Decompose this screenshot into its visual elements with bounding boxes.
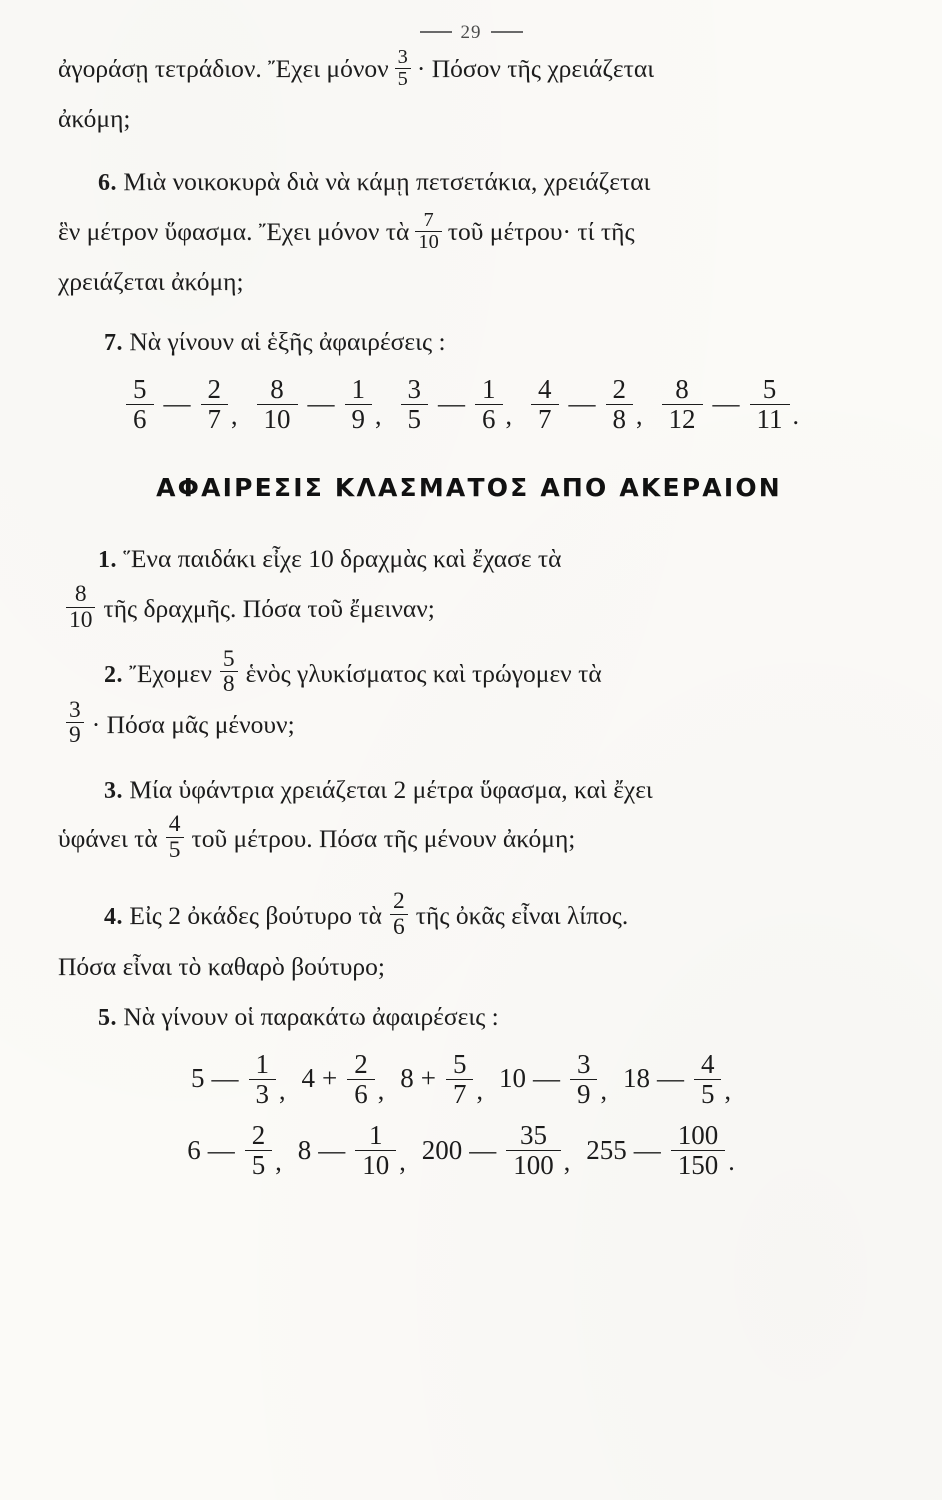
separator-1: , [275,1147,282,1177]
operator: — [469,1134,497,1165]
folio-rule-right [491,31,523,33]
fraction-35-100 [506,1121,561,1180]
fraction-4-5 [694,1050,722,1109]
section-exercise1-number: 1. [98,547,117,574]
separator-4: , [600,1075,607,1105]
fraction-4-5 [166,812,184,862]
exercise6-line2-a: ἓν μέτρον ὕφασμα. Ἔχει μόνον τὰ [58,217,410,247]
section-exercise5-number: 5. [98,1004,117,1031]
operator: — [656,1063,684,1094]
section-exercise4-number: 4. [104,904,123,931]
expression-1 [123,375,231,434]
expression-2 [302,1050,378,1109]
paragraph-exercise7 [58,321,880,363]
fraction-numerator: 5 [762,373,777,404]
separator-3: , [476,1075,483,1105]
whole-number: 5 [191,1063,205,1094]
fraction-1-10 [355,1121,396,1180]
separator-3: , [505,400,512,430]
fraction-100-150 [671,1121,726,1180]
paragraph-section-exercise2 [58,645,880,751]
fraction-numerator: 4 [168,811,181,838]
fraction-1-6 [475,375,503,434]
fraction-3-5 [395,47,411,91]
fraction-5-11 [750,375,790,434]
expression-4 [586,1121,728,1180]
operator-minus: — [438,388,465,419]
section-exercise5-row2 [58,1121,880,1180]
section-exercise2-line1-a: Ἔχομεν [129,658,212,688]
expression-4 [499,1050,601,1109]
whole-number: 6 [187,1134,201,1165]
expression-1 [191,1050,279,1109]
fraction-denominator: 9 [66,722,84,748]
exercise5-text-a: ἀγοράσῃ τετράδιον. Ἔχει μόνον [58,54,389,83]
expression-2 [254,375,376,434]
separator-2: , [377,1075,385,1105]
fraction-numerator: 2 [393,887,405,914]
fraction-8-12 [662,375,703,434]
section-exercise3-number: 3. [104,777,123,804]
document-body [0,44,942,1180]
fraction-denominator: 8 [606,404,634,434]
whole-number: 8 [400,1063,414,1094]
fraction-1-3 [249,1050,277,1109]
fraction-denominator: 6 [126,404,154,434]
whole-number: 8 [297,1134,312,1165]
folio-number: 29 [460,22,482,43]
fraction-numerator: 8 [675,373,689,404]
separator-4: . [728,1147,735,1177]
exercise7-expressions [58,375,880,434]
operator: + [322,1063,338,1094]
exercise6-line1: Μιὰ νοικοκυρὰ διὰ νὰ κάμῃ πετσετάκια, χρειάζεται [123,167,651,197]
fraction-denominator: 7 [446,1079,474,1109]
separator-1: , [279,1075,286,1105]
fraction-2-6 [390,889,408,939]
section-heading: ΑΦΑΙΡΕΣΙΣ ΚΛΑΣΜΑΤΟΣ ΑΠΟ ΑΚΕΡΑΙΟΝ [156,472,782,502]
fraction-denominator: 10 [66,607,95,633]
operator: — [318,1134,346,1165]
separator-1: , [231,400,238,430]
fraction-denominator: 5 [245,1150,273,1180]
fraction-3-9 [66,698,84,748]
section-exercise4-line1-b: τῆς ὀκᾶς εἶναι λίπος. [415,901,629,931]
fraction-numerator: 1 [482,373,496,404]
fraction-denominator: 3 [249,1079,277,1109]
fraction-numerator: 3 [576,1048,591,1079]
separator-2: , [399,1147,406,1177]
fraction-numerator: 2 [612,373,626,404]
fraction-numerator: 7 [423,208,434,231]
separator-4: , [636,400,643,430]
fraction-numerator: 1 [351,373,365,404]
fraction-numerator: 1 [255,1048,270,1079]
fraction-1-9 [345,375,373,434]
operator-minus: — [307,388,335,419]
fraction-denominator: 100 [506,1150,561,1180]
fraction-4-7 [531,375,559,434]
whole-number: 255 [586,1134,627,1165]
fraction-numerator: 4 [700,1048,715,1079]
fraction-denominator: 5 [401,404,429,434]
fraction-7-10 [415,210,441,254]
folio-rule-left [420,31,452,33]
whole-number: 18 [622,1063,650,1094]
fraction-denominator: 10 [257,404,298,434]
fraction-numerator: 2 [354,1048,368,1079]
fraction-5-6 [126,375,154,434]
fraction-numerator: 3 [407,373,421,404]
fraction-2-7 [201,375,229,434]
paragraph-section-exercise4 [58,887,880,992]
fraction-denominator: 7 [531,404,559,434]
fraction-denominator: 7 [201,404,229,434]
section-exercise4-line2: Πόσα εἶναι τὸ καθαρὸ βούτυρο; [58,952,385,982]
expression-5 [659,375,793,434]
operator: — [532,1063,560,1094]
exercise5-text-c: ἀκόμη; [58,103,131,133]
fraction-numerator: 3 [69,696,81,723]
section-exercise2-line2: · Πόσα μᾶς μένουν; [91,709,295,739]
fraction-8-10 [257,375,298,434]
fraction-numerator: 8 [270,373,284,404]
exercise6-line3: χρειάζεται ἀκόμη; [58,266,244,296]
section-exercise5-row1 [58,1050,880,1109]
fraction-numerator: 3 [397,45,408,68]
separator-2: , [375,400,382,430]
fraction-denominator: 11 [750,404,790,434]
fraction-denominator: 10 [355,1150,396,1180]
paragraph-section-exercise3 [58,765,880,866]
page-folio [0,0,942,44]
fraction-numerator: 1 [369,1119,383,1150]
separator-3: , [563,1147,571,1177]
paragraph-exercise5-continued [58,44,880,143]
operator: — [633,1134,661,1165]
fraction-denominator: 6 [475,404,503,434]
section-exercise3-line1: Μία ὑφάντρια χρειάζεται 2 μέτρα ὕφασμα, καὶ ἔχει [129,774,653,804]
fraction-2-8 [606,375,634,434]
expression-2 [298,1121,400,1180]
fraction-denominator: 150 [671,1150,726,1180]
section-exercise3-line2-b: τοῦ μέτρου. Πόσα τῆς μένουν ἀκόμη; [191,824,576,854]
operator: — [207,1134,235,1165]
fraction-numerator: 35 [520,1119,547,1150]
whole-number: 10 [498,1063,526,1094]
fraction-numerator: 5 [222,645,235,672]
operator-minus: — [568,388,596,419]
separator-5: . [792,400,799,430]
section-exercise4-line1-a: Εἰς 2 ὀκάδες βούτυρο τὰ [129,901,383,931]
fraction-denominator: 6 [347,1079,375,1109]
fraction-numerator: 5 [452,1048,467,1079]
fraction-denominator: 9 [570,1079,598,1109]
fraction-numerator: 8 [74,580,87,607]
operator-minus: — [163,388,191,419]
operator-minus: — [712,388,740,419]
section-exercise2-line1-b: ἑνὸς γλυκίσματος καὶ τρώγομεν τὰ [245,658,602,688]
fraction-denominator: 5 [166,837,184,863]
fraction-denominator: 5 [395,68,411,90]
expression-3 [398,375,506,434]
fraction-numerator: 5 [133,373,147,404]
fraction-denominator: 9 [345,404,373,434]
expression-1 [187,1121,275,1180]
expression-3 [400,1050,476,1109]
fraction-numerator: 2 [207,373,221,404]
exercise5-text-b: · Πόσον τῆς χρειάζεται [416,54,655,83]
expression-5 [623,1050,725,1109]
whole-number: 4 [301,1063,316,1094]
operator: + [420,1063,436,1094]
fraction-5-8 [220,647,238,697]
paragraph-section-exercise5 [58,996,880,1038]
operator: — [211,1063,239,1094]
section-exercise3-line2-a: ὑφάνει τὰ [58,824,158,854]
section-exercise1-line2: τῆς δραχμῆς. Πόσα τοῦ ἔμειναν; [103,594,435,624]
fraction-numerator: 2 [251,1119,266,1150]
expression-3 [422,1121,564,1180]
fraction-2-6 [347,1050,375,1109]
whole-number: 200 [421,1134,463,1165]
paragraph-section-exercise1 [58,534,880,635]
fraction-numerator: 4 [538,373,552,404]
fraction-numerator: 100 [677,1119,719,1150]
fraction-denominator: 6 [390,914,408,940]
exercise6-number: 6. [98,170,117,197]
fraction-2-5 [245,1121,273,1180]
fraction-3-9 [570,1050,598,1109]
exercise7-number: 7. [104,329,123,356]
fraction-denominator: 8 [220,671,238,697]
section-exercise2-number: 2. [104,661,123,688]
paragraph-exercise6 [58,157,880,306]
fraction-denominator: 12 [662,404,703,434]
fraction-denominator: 10 [415,231,441,253]
section-exercise1-line1: Ἕνα παιδάκι εἶχε 10 δραχμὰς καὶ ἔχασε τὰ [123,544,562,574]
exercise7-text: Νὰ γίνουν αἱ ἑξῆς ἀφαιρέσεις : [129,326,446,356]
fraction-8-10 [66,582,95,632]
separator-5: , [724,1075,731,1105]
fraction-5-7 [446,1050,474,1109]
section-exercise5-text: Νὰ γίνουν οἱ παρακάτω ἀφαιρέσεις : [123,1001,499,1031]
fraction-denominator: 5 [694,1079,722,1109]
exercise6-line2-b: τοῦ μέτρου· τί τῆς [447,217,635,247]
expression-4 [528,375,636,434]
fraction-3-5 [401,375,429,434]
